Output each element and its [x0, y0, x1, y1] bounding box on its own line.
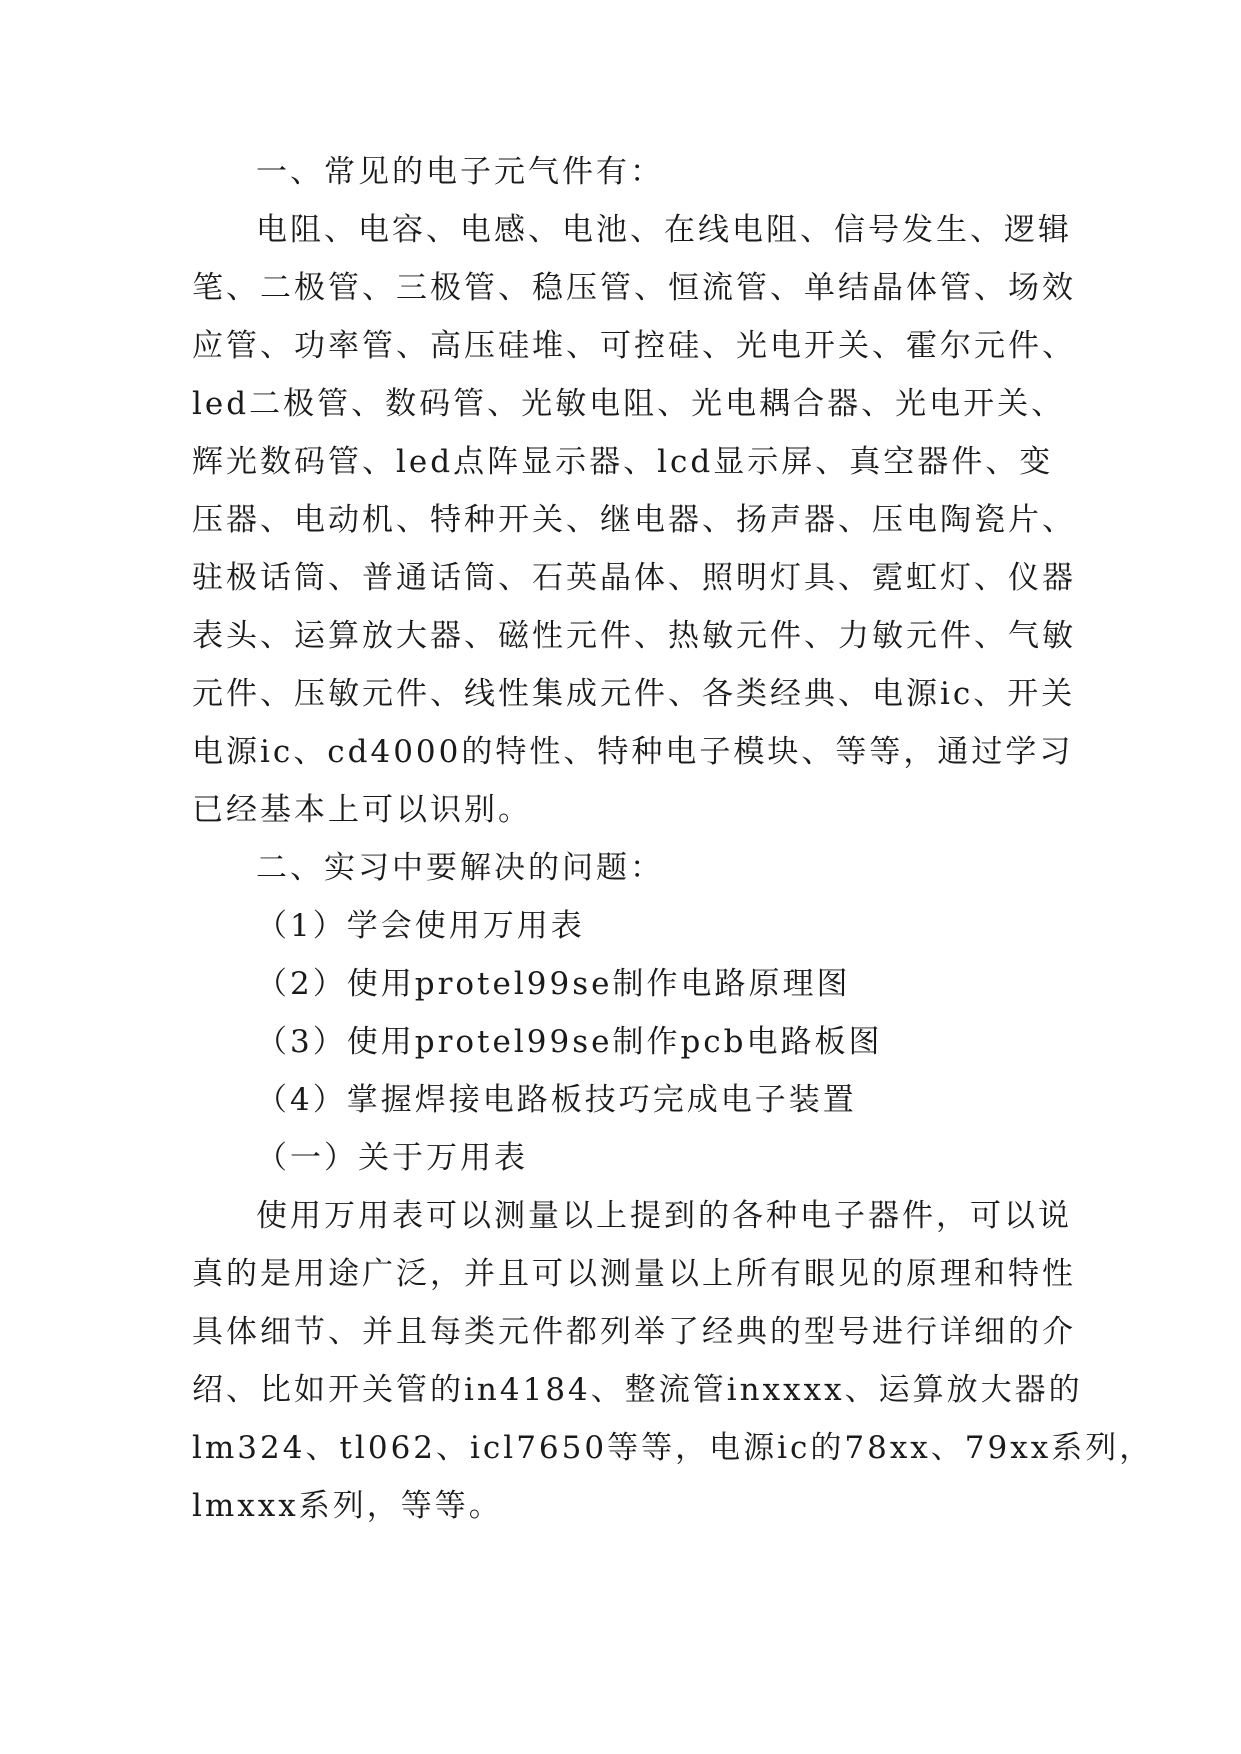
paragraph-line: 应管、功率管、高压硅堆、可控硅、光电开关、霍尔元件、	[192, 328, 1076, 364]
paragraph-line: 辉光数码管、led点阵显示器、lcd显示屏、真空器件、变	[192, 444, 1054, 480]
list-item: （3）使用protel99se制作pcb电路板图	[256, 1024, 883, 1060]
paragraph-line: 驻极话筒、普通话筒、石英晶体、照明灯具、霓虹灯、仪器	[192, 560, 1076, 596]
section-heading-1: 一、常见的电子元气件有：	[256, 154, 664, 190]
paragraph-line: led二极管、数码管、光敏电阻、光电耦合器、光电开关、	[192, 386, 1066, 422]
paragraph-line: 具体细节、并且每类元件都列举了经典的型号进行详细的介	[192, 1314, 1076, 1350]
paragraph-line: 使用万用表可以测量以上提到的各种电子器件，可以说	[256, 1198, 1072, 1234]
paragraph-line: 电源ic、cd4000的特性、特种电子模块、等等，通过学习	[192, 734, 1074, 770]
paragraph-line: 表头、运算放大器、磁性元件、热敏元件、力敏元件、气敏	[192, 618, 1076, 654]
paragraph-line: 元件、压敏元件、线性集成元件、各类经典、电源ic、开关	[192, 676, 1076, 712]
paragraph-line: lmxxx系列，等等。	[192, 1488, 503, 1524]
list-item: （2）使用protel99se制作电路原理图	[256, 966, 851, 1002]
paragraph-line: 压器、电动机、特种开关、继电器、扬声器、压电陶瓷片、	[192, 502, 1076, 538]
list-item: （1）学会使用万用表	[256, 908, 585, 944]
subsection-heading: （一）关于万用表	[256, 1140, 528, 1176]
paragraph-line: 绍、比如开关管的in4184、整流管inxxxx、运算放大器的	[192, 1372, 1083, 1408]
list-item: （4）掌握焊接电路板技巧完成电子装置	[256, 1082, 857, 1118]
paragraph-line: lm324、tl062、icl7650等等，电源ic的78xx、79xx系列，	[192, 1430, 1154, 1466]
paragraph-line: 笔、二极管、三极管、稳压管、恒流管、单结晶体管、场效	[192, 270, 1076, 306]
paragraph-line: 真的是用途广泛，并且可以测量以上所有眼见的原理和特性	[192, 1256, 1076, 1292]
paragraph-line: 已经基本上可以识别。	[192, 792, 532, 828]
paragraph-line: 电阻、电容、电感、电池、在线电阻、信号发生、逻辑	[256, 212, 1072, 248]
section-heading-2: 二、实习中要解决的问题：	[256, 850, 664, 886]
